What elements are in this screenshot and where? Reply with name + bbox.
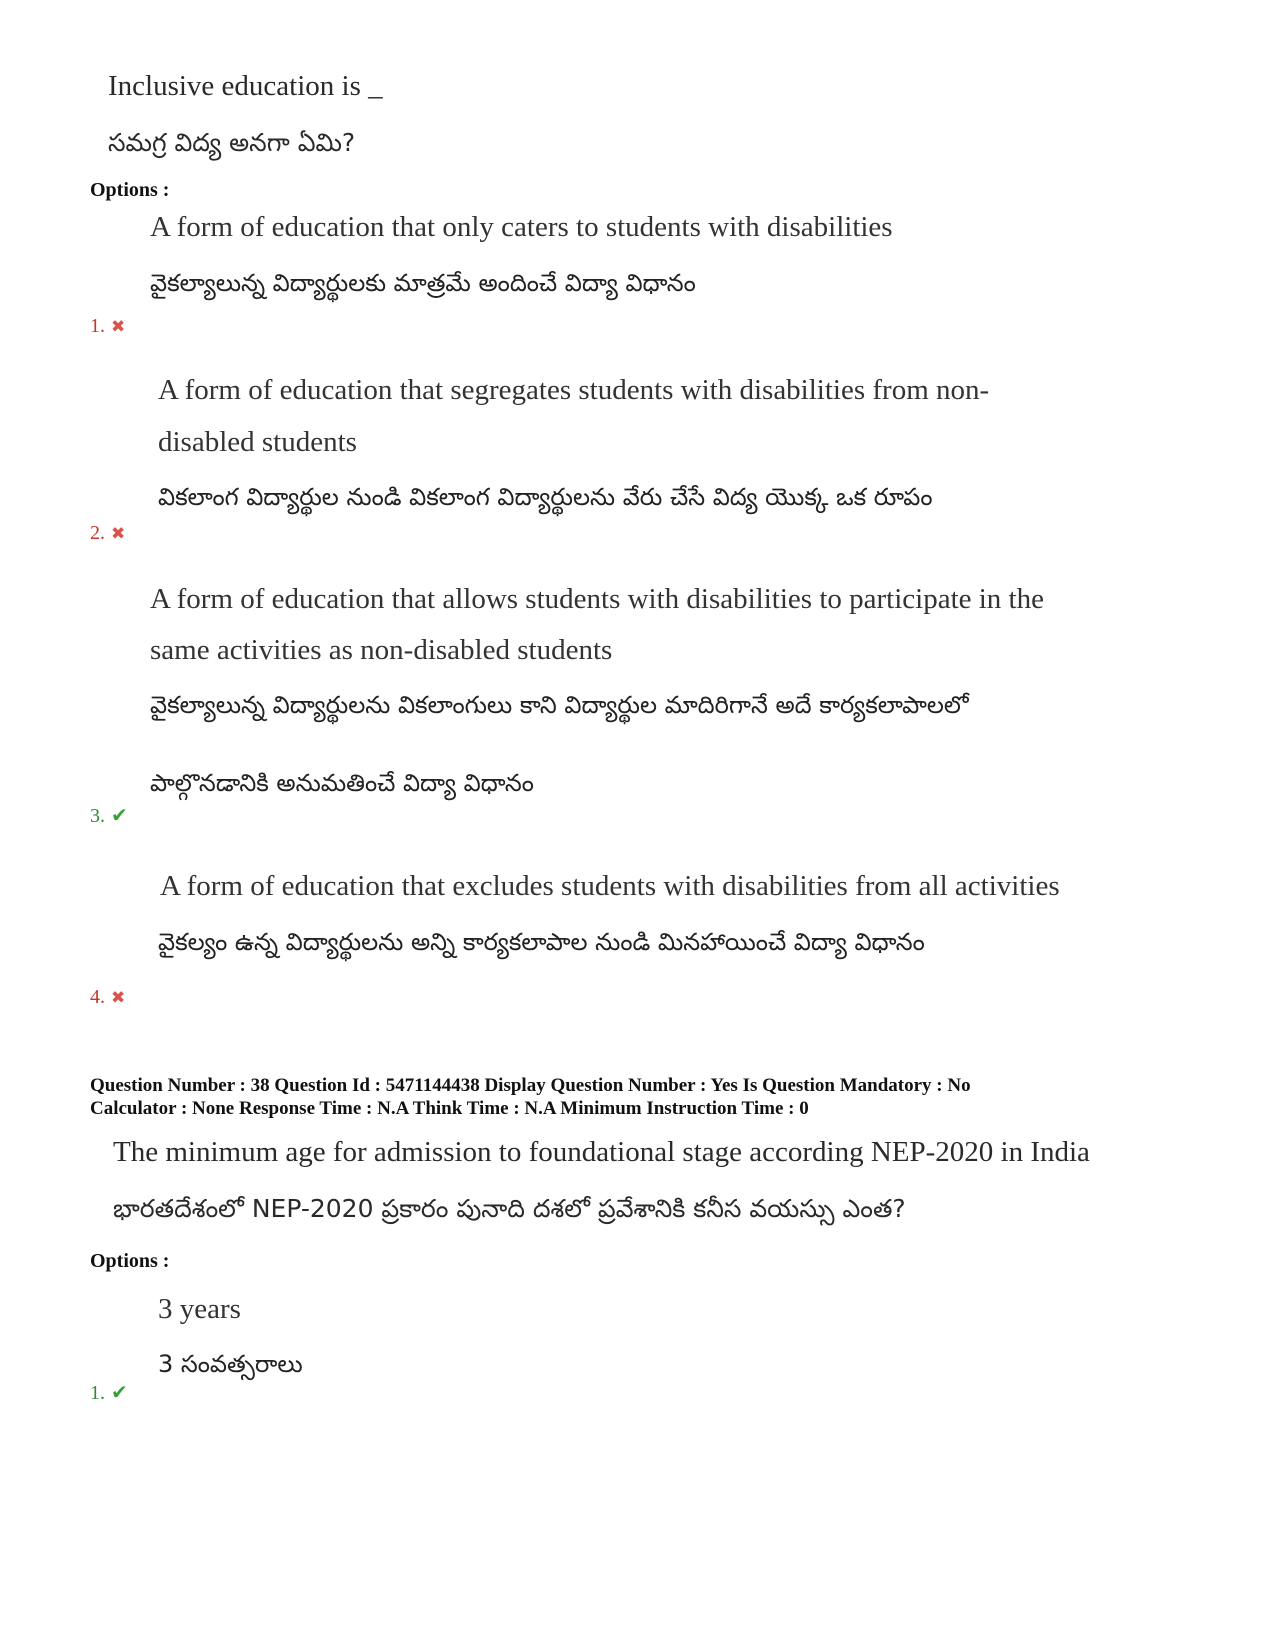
option-number: 1. (90, 315, 105, 337)
option-number: 2. (90, 522, 105, 544)
option-1-number (90, 1380, 128, 1405)
options-label: Options : (90, 1250, 170, 1272)
option-4-text-te: వైకల్యం ఉన్న విద్యార్థులను అన్ని కార్యకలాపాల నుండి మినహాయించే విద్యా విధానం (158, 928, 925, 956)
question-meta-line1: Question Number : 38 Question Id : 5471144438 Display Question Number : Yes Is Question Mandatory : No (90, 1075, 971, 1096)
option-2-text-en-line1: A form of education that segregates students with disabilities from non- (158, 374, 990, 406)
option-1-text-te: 3 సంవత్సరాలు (158, 1350, 303, 1378)
question-text-en: Inclusive education is _ (108, 70, 383, 102)
option-2-text-te: వికలాంగ విద్యార్థుల నుండి వికలాంగ విద్యార్థులను వేరు చేసే విద్య యొక్క ఒక రూపం (158, 483, 933, 511)
option-1-text-te: వైకల్యాలున్న విద్యార్థులకు మాత్రమే అందించే విద్యా విధానం (150, 269, 696, 297)
question-text-te: భారతదేశంలో NEP-2020 ప్రకారం పునాది దశలో ప్రవేశానికి కనీస వయస్సు ఎంత? (113, 1194, 906, 1223)
option-1-number (90, 315, 125, 338)
option-4-number (90, 986, 125, 1009)
option-3-text-en-line1: A form of education that allows students with disabilities to participate in the (150, 583, 1044, 615)
option-2-number (90, 522, 125, 545)
cross-icon: ✖ (111, 317, 126, 337)
question-text-en: The minimum age for admission to foundational stage according NEP-2020 in India (113, 1136, 1090, 1168)
option-3-text-en-line2: same activities as non-disabled students (150, 634, 613, 666)
question-meta-line2: Calculator : None Response Time : N.A Think Time : N.A Minimum Instruction Time : 0 (90, 1098, 809, 1119)
check-icon: ✔ (111, 1380, 128, 1404)
option-1-text-en: 3 years (158, 1293, 241, 1325)
options-label: Options : (90, 179, 170, 201)
option-4-text-en: A form of education that excludes students with disabilities from all activities (160, 870, 1060, 902)
option-3-number (90, 803, 128, 828)
option-number: 4. (90, 986, 105, 1008)
option-1-text-en: A form of education that only caters to students with disabilities (150, 211, 893, 243)
cross-icon: ✖ (111, 524, 126, 544)
option-2-text-en-line2: disabled students (158, 426, 357, 458)
option-number: 3. (90, 805, 105, 827)
check-icon: ✔ (111, 803, 128, 827)
option-3-text-te-line1: వైకల్యాలున్న విద్యార్థులను వికలాంగులు కాని విద్యార్థుల మాదిరిగానే అదే కార్యకలాపాలలో (150, 691, 969, 719)
option-3-text-te-line2: పాల్గొనడానికి అనుమతించే విద్యా విధానం (150, 769, 534, 797)
question-text-te: సమగ్ర విద్య అనగా ఏమి? (108, 128, 356, 157)
option-number: 1. (90, 1382, 105, 1404)
cross-icon: ✖ (111, 988, 126, 1008)
